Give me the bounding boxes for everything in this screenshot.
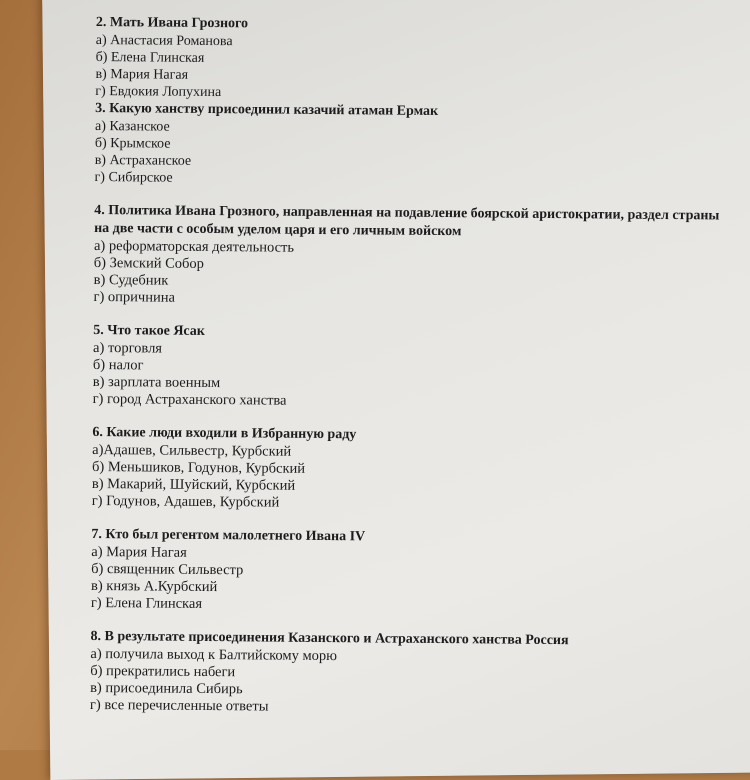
answer-option: б) Крымское — [94, 135, 171, 152]
answer-option: в) Мария Нагая — [95, 66, 189, 83]
answer-option: а) торговля — [93, 339, 163, 357]
answer-option: а)Адашев, Сильвестр, Курбский — [92, 441, 292, 460]
answer-option: в) Астраханское — [94, 152, 192, 169]
question-7 — [91, 526, 750, 618]
question-4 — [93, 202, 750, 312]
question-title: 5. Что такое Ясак — [93, 322, 205, 339]
question-title: 8. В результате присоединения Казанского и Астраханского ханства Россия — [90, 628, 569, 649]
answer-option: а) Анастасия Романова — [95, 32, 233, 50]
answer-option: г) Елена Глинская — [90, 594, 203, 612]
answer-option: а) Мария Нагая — [91, 543, 187, 561]
answer-option: а) получила выход к Балтийскому морю — [90, 645, 338, 665]
answer-option: а) Казанское — [94, 118, 170, 135]
answer-option: г) город Астраханского ханства — [92, 390, 287, 409]
answer-option: в) Судебник — [93, 271, 169, 289]
answer-option: б) прекратились набеги — [90, 662, 236, 681]
answer-option: б) налог — [92, 356, 144, 374]
question-title: 7. Кто был регентом малолетнего Ивана IV — [91, 526, 366, 545]
answer-option: б) Елена Глинская — [95, 49, 205, 66]
answer-option: в) Макарий, Шуйский, Курбский — [91, 475, 296, 494]
question-8 — [90, 628, 750, 720]
answer-option: г) Сибирское — [94, 169, 173, 186]
answer-option: б) священник Сильвестр — [91, 560, 244, 579]
question-title: 4. Политика Ивана Грозного, направленная на подавление боярской аристократии, раздел страны на две части с особым уделом царя и его личным войском — [94, 202, 720, 240]
answer-option: в) присоединила Сибирь — [90, 679, 243, 698]
answer-option: в) зарплата военным — [92, 373, 221, 392]
question-2 — [95, 14, 750, 106]
answer-option: б) Земский Собор — [93, 254, 205, 272]
answer-option: г) все перечисленные ответы — [89, 696, 269, 715]
answer-option: г) опричнина — [93, 288, 176, 306]
answer-option: б) Меньшиков, Годунов, Курбский — [91, 458, 306, 477]
answer-option: г) Годунов, Адашев, Курбский — [91, 492, 280, 511]
test-content — [90, 14, 750, 720]
question-6 — [92, 424, 750, 516]
question-title: 2. Мать Ивана Грозного — [95, 14, 249, 32]
question-title: 6. Какие люди входили в Избранную раду — [92, 424, 357, 443]
question-5 — [93, 322, 750, 414]
answer-option: а) реформаторская деятельность — [93, 237, 295, 256]
question-3 — [94, 100, 750, 192]
question-title: 3. Какую ханству присоединил казачий атаман Ермак — [95, 100, 439, 119]
answer-option: г) Евдокия Лопухина — [95, 83, 222, 101]
answer-option: в) князь А.Курбский — [90, 577, 218, 596]
